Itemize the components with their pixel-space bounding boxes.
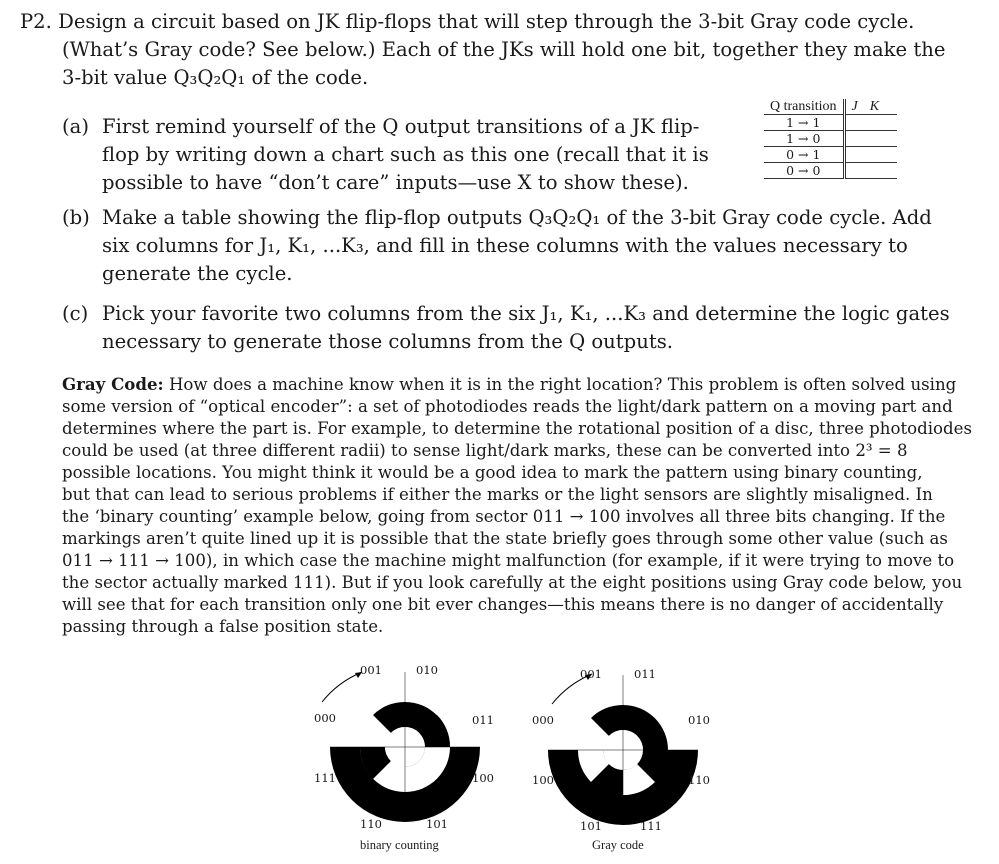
binary-label-101: 101: [426, 817, 448, 831]
transition-row: 0 → 1: [764, 147, 844, 163]
binary-label-001: 001: [360, 663, 382, 677]
binary-disc-figure: [300, 660, 510, 860]
gray-line: the sector actually marked 111). But if you look carefully at the eight positions using Gray code below, you: [62, 573, 963, 592]
gray-line: some version of “optical encoder”: a set of photodiodes reads the light/dark pattern on a moving part and: [62, 397, 953, 416]
problem-line-2: (What’s Gray code? See below.) Each of the JKs will hold one bit, together they make the: [62, 38, 946, 61]
binary-label-010: 010: [416, 663, 438, 677]
part-c: [62, 300, 987, 356]
gray-code-heading: Gray Code:: [62, 374, 164, 394]
binary-label-110: 110: [360, 817, 382, 831]
gray-label-101: 101: [580, 819, 602, 833]
part-b-line-3: generate the cycle.: [102, 262, 293, 285]
gray-label-111: 111: [640, 819, 662, 833]
gray-line: the ‘binary counting’ example below, going from sector 011 → 100 involves all three bits changing. If the: [62, 507, 946, 526]
gray-line: could be used (at three different radii) to sense light/dark marks, these can be converted into 2³ = 8: [62, 441, 908, 460]
part-c-line-2: necessary to generate those columns from the Q outputs.: [102, 330, 673, 353]
header-j: J: [844, 99, 864, 115]
transition-row: 1 → 1: [764, 115, 844, 131]
gray-label-100: 100: [532, 773, 554, 787]
gray-line: will see that for each transition only one bit ever changes—this means there is no danger of accidentally: [62, 595, 944, 614]
transition-row: 0 → 0: [764, 163, 844, 179]
problem-statement: [20, 8, 985, 92]
rotation-arrow-icon: [322, 672, 362, 702]
gray-line: markings aren’t quite lined up it is possible that the state briefly goes through some other value (such as: [62, 529, 948, 548]
q-transition-table: [764, 99, 897, 179]
part-b-line-1: Make a table showing the flip-flop outputs Q₃Q₂Q₁ of the 3-bit Gray code cycle. Add: [102, 206, 932, 229]
gray-line: but that can lead to serious problems if either the marks or the light sensors are slightly misaligned. In: [62, 485, 933, 504]
gray-label-010: 010: [688, 713, 710, 727]
part-a-line-3: possible to have “don’t care” inputs—use X to show these).: [102, 171, 689, 194]
binary-label-011: 011: [472, 713, 494, 727]
binary-disc-diagram: [300, 660, 510, 860]
transition-row: 1 → 0: [764, 131, 844, 147]
gray-code-paragraph: [62, 373, 982, 638]
gray-disc-diagram: [528, 660, 728, 860]
part-b-line-2: six columns for J₁, K₁, ...K₃, and fill in these columns with the values necessary to: [102, 234, 908, 257]
gray-line: How does a machine know when it is in the right location? This problem is often solved using: [168, 375, 957, 394]
gray-line: possible locations. You might think it would be a good idea to mark the pattern using binary counting,: [62, 463, 923, 482]
gray-line: passing through a false position state.: [62, 617, 384, 636]
problem-line-1: P2. Design a circuit based on JK flip-flops that will step through the 3-bit Gray code cycle.: [20, 10, 915, 33]
gray-label-001: 001: [580, 667, 602, 681]
gray-disc-figure: [528, 660, 728, 860]
binary-label-100: 100: [472, 771, 494, 785]
header-q-transition: Q transition: [764, 99, 844, 115]
part-c-line-1: Pick your favorite two columns from the six J₁, K₁, ...K₃ and determine the logic gates: [102, 302, 950, 325]
gray-label-000: 000: [532, 713, 554, 727]
problem-line-3: 3-bit value Q₃Q₂Q₁ of the code.: [62, 66, 369, 89]
part-a: [62, 113, 752, 197]
binary-label-000: 000: [314, 711, 336, 725]
gray-label-110: 110: [688, 773, 710, 787]
gray-line: determines where the part is. For example, to determine the rotational position of a disc, three photodiodes: [62, 419, 973, 438]
gray-label-011: 011: [634, 667, 656, 681]
binary-caption: binary counting: [360, 838, 439, 852]
part-a-line-2: flop by writing down a chart such as this one (recall that it is: [102, 143, 709, 166]
part-b-marker: (b): [62, 206, 90, 229]
part-a-line-1: First remind yourself of the Q output transitions of a JK flip-: [102, 115, 700, 138]
binary-label-111: 111: [314, 771, 336, 785]
gray-caption: Gray code: [592, 838, 644, 852]
header-k: K: [864, 99, 897, 115]
gray-line: 011 → 111 → 100), in which case the machine might malfunction (for example, if it were trying to move to: [62, 551, 955, 570]
part-c-marker: (c): [62, 302, 89, 325]
part-b: [62, 204, 987, 288]
part-a-marker: (a): [62, 115, 89, 138]
